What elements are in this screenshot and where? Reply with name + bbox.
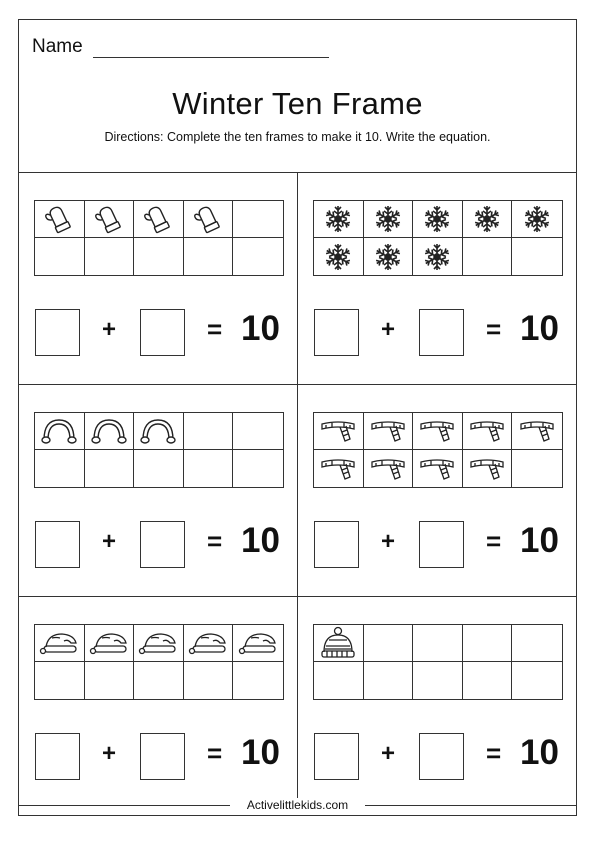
answer-box-2[interactable] <box>140 309 185 356</box>
ten-frame-box <box>233 662 283 699</box>
ten-frame-box <box>512 238 562 275</box>
ten-frame <box>34 200 284 276</box>
ten-frame-box <box>463 201 513 238</box>
ten-frame-box <box>463 413 513 450</box>
ten-frame <box>313 200 563 276</box>
scarf-icon <box>517 418 557 444</box>
plus-sign: + <box>102 316 117 343</box>
santa-hat-icon <box>237 629 279 657</box>
equation-total: 10 <box>241 733 280 772</box>
equals-sign: = <box>486 738 502 768</box>
ten-frame-box <box>184 625 234 662</box>
snowflake-icon <box>521 203 553 235</box>
scarf-icon <box>318 418 358 444</box>
ten-frame-box <box>512 201 562 238</box>
ten-frame-box <box>35 662 85 699</box>
scarf-icon <box>417 456 457 482</box>
ten-frame-box <box>85 238 135 275</box>
equation <box>314 309 564 357</box>
equals-sign: = <box>207 738 223 768</box>
name-row <box>32 36 329 58</box>
ten-frame-box <box>233 450 283 487</box>
equals-sign: = <box>486 526 502 556</box>
ten-frame-box <box>413 201 463 238</box>
ten-frame-box <box>85 625 135 662</box>
snowflake-icon <box>421 203 453 235</box>
mitten-icon <box>92 203 126 235</box>
ten-frame-box <box>512 625 562 662</box>
ten-frame-box <box>364 625 414 662</box>
ten-frame-box <box>512 662 562 699</box>
ten-frame-box <box>364 238 414 275</box>
equation <box>314 733 564 781</box>
earmuffs-icon <box>39 416 79 446</box>
ten-frame <box>34 624 284 700</box>
ten-frame-box <box>463 625 513 662</box>
equation-total: 10 <box>241 309 280 348</box>
ten-frame-box <box>512 450 562 487</box>
ten-frame-box <box>134 450 184 487</box>
scarf-icon <box>368 456 408 482</box>
equation-total: 10 <box>520 309 559 348</box>
plus-sign: + <box>381 740 396 767</box>
equation <box>35 733 285 781</box>
scarf-icon <box>467 456 507 482</box>
answer-box-2[interactable] <box>419 733 464 780</box>
ten-frame-box <box>184 201 234 238</box>
scarf-icon <box>417 418 457 444</box>
ten-frame-box <box>463 662 513 699</box>
ten-frame-box <box>35 201 85 238</box>
answer-box-1[interactable] <box>35 521 80 568</box>
problem-grid <box>19 172 576 807</box>
snowflake-icon <box>372 203 404 235</box>
ten-frame <box>313 624 563 700</box>
equation-total: 10 <box>520 733 559 772</box>
ten-frame-box <box>463 450 513 487</box>
directions: Directions: Complete the ten frames to make it 10. Write the equation. <box>104 130 491 144</box>
mitten-icon <box>191 203 225 235</box>
ten-frame-box <box>184 662 234 699</box>
ten-frame-box <box>364 450 414 487</box>
earmuffs-icon <box>138 416 178 446</box>
answer-box-1[interactable] <box>35 309 80 356</box>
footer <box>0 798 595 812</box>
ten-frame-box <box>233 238 283 275</box>
ten-frame-box <box>413 238 463 275</box>
page-title: Winter Ten Frame <box>172 86 423 121</box>
answer-box-2[interactable] <box>140 521 185 568</box>
ten-frame-box <box>35 413 85 450</box>
snowflake-icon <box>421 241 453 273</box>
santa-hat-icon <box>38 629 80 657</box>
problem-4 <box>298 384 577 596</box>
ten-frame-box <box>35 238 85 275</box>
problem-1 <box>19 172 298 384</box>
santa-hat-icon <box>137 629 179 657</box>
answer-box-1[interactable] <box>314 733 359 780</box>
plus-sign: + <box>102 740 117 767</box>
ten-frame-box <box>314 238 364 275</box>
ten-frame-box <box>85 450 135 487</box>
header <box>19 20 576 173</box>
ten-frame-box <box>233 413 283 450</box>
ten-frame-box <box>134 662 184 699</box>
problem-5 <box>19 596 298 808</box>
ten-frame-box <box>134 238 184 275</box>
beanie-icon <box>319 626 357 660</box>
equals-sign: = <box>486 314 502 344</box>
ten-frame-box <box>85 662 135 699</box>
ten-frame-box <box>184 450 234 487</box>
equals-sign: = <box>207 314 223 344</box>
plus-sign: + <box>102 528 117 555</box>
ten-frame-box <box>463 238 513 275</box>
equation-total: 10 <box>520 521 559 560</box>
ten-frame <box>34 412 284 488</box>
ten-frame-box <box>314 625 364 662</box>
equation <box>35 521 285 569</box>
problem-6 <box>298 596 577 808</box>
answer-box-1[interactable] <box>314 309 359 356</box>
mitten-icon <box>141 203 175 235</box>
answer-box-2[interactable] <box>419 521 464 568</box>
ten-frame-box <box>314 413 364 450</box>
equation <box>35 309 285 357</box>
ten-frame-box <box>413 413 463 450</box>
answer-box-1[interactable] <box>314 521 359 568</box>
ten-frame-box <box>85 413 135 450</box>
ten-frame-box <box>134 201 184 238</box>
answer-box-2[interactable] <box>140 733 185 780</box>
ten-frame-box <box>314 450 364 487</box>
ten-frame-box <box>184 238 234 275</box>
ten-frame-box <box>364 413 414 450</box>
ten-frame-box <box>134 625 184 662</box>
scarf-icon <box>467 418 507 444</box>
name-label: Name <box>32 36 83 57</box>
answer-box-2[interactable] <box>419 309 464 356</box>
ten-frame-box <box>314 662 364 699</box>
santa-hat-icon <box>88 629 130 657</box>
snowflake-icon <box>322 241 354 273</box>
scarf-icon <box>368 418 408 444</box>
answer-box-1[interactable] <box>35 733 80 780</box>
ten-frame-box <box>134 413 184 450</box>
equals-sign: = <box>207 526 223 556</box>
mitten-icon <box>42 203 76 235</box>
ten-frame-box <box>233 201 283 238</box>
ten-frame-box <box>233 625 283 662</box>
ten-frame-box <box>35 625 85 662</box>
equation-total: 10 <box>241 521 280 560</box>
ten-frame-box <box>364 201 414 238</box>
plus-sign: + <box>381 316 396 343</box>
ten-frame-box <box>184 413 234 450</box>
ten-frame-box <box>35 450 85 487</box>
equation <box>314 521 564 569</box>
name-field[interactable] <box>93 39 329 58</box>
ten-frame-box <box>314 201 364 238</box>
ten-frame <box>313 412 563 488</box>
earmuffs-icon <box>89 416 129 446</box>
ten-frame-box <box>413 662 463 699</box>
ten-frame-box <box>512 413 562 450</box>
snowflake-icon <box>322 203 354 235</box>
ten-frame-box <box>85 201 135 238</box>
ten-frame-box <box>413 625 463 662</box>
ten-frame-box <box>364 662 414 699</box>
plus-sign: + <box>381 528 396 555</box>
ten-frame-box <box>413 450 463 487</box>
worksheet <box>18 19 577 816</box>
footer-site: Activelittlekids.com <box>241 798 354 812</box>
snowflake-icon <box>372 241 404 273</box>
santa-hat-icon <box>187 629 229 657</box>
snowflake-icon <box>471 203 503 235</box>
scarf-icon <box>318 456 358 482</box>
problem-3 <box>19 384 298 596</box>
problem-2 <box>298 172 577 384</box>
